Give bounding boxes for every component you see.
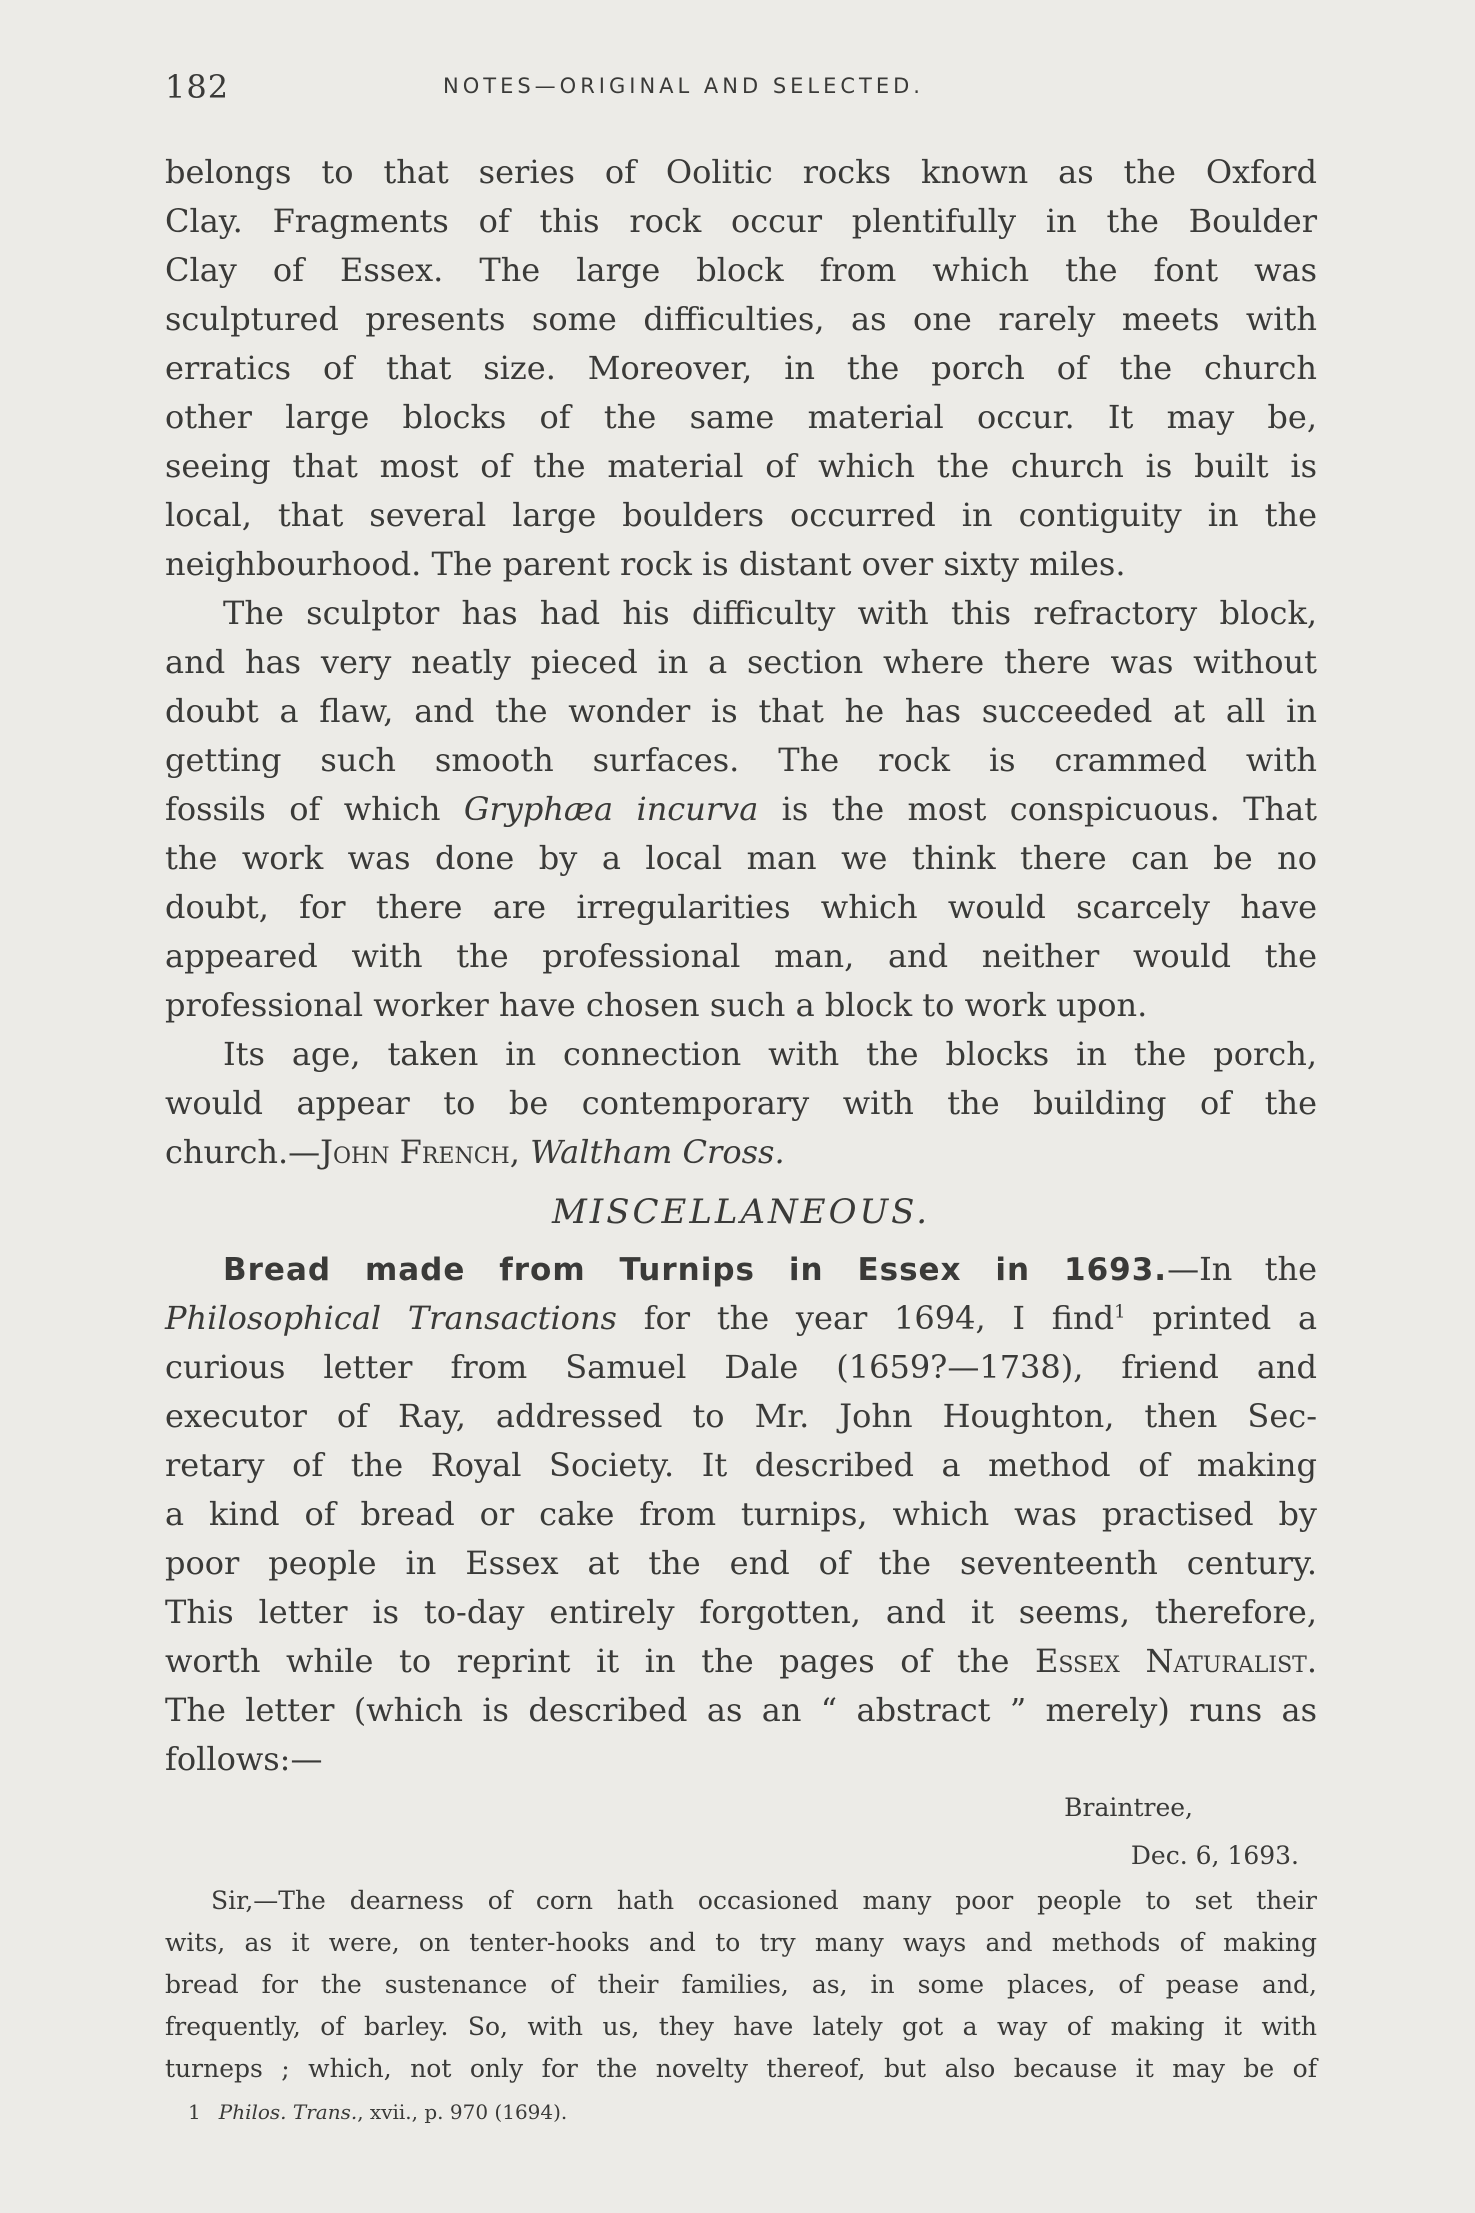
page-number: 182 <box>165 68 230 106</box>
text-line: appeared with the professional man, and neither would the <box>165 937 1317 975</box>
text-line: getting such smooth surfaces. The rock is crammed with <box>165 741 1317 779</box>
letter-line: wits, as it were, on tenter-hooks and to try many ways and methods of making <box>165 1928 1317 1957</box>
footnote-source: Philos. Trans. <box>218 2100 358 2124</box>
text-line: a kind of bread or cake from turnips, which was practised by <box>165 1495 1317 1533</box>
text-line: would appear to be contemporary with the building of the <box>165 1084 1317 1122</box>
text-line: The sculptor has had his difficulty with this refractory block, <box>223 594 1317 632</box>
author-name: John French <box>320 1133 510 1171</box>
footnote-reference: 1 <box>1114 1301 1126 1323</box>
text-run: church.— <box>165 1133 321 1171</box>
text-line: other large blocks of the same material occur. It may be, <box>165 398 1317 436</box>
journal-title: Philosophical Transactions <box>165 1299 617 1337</box>
text-line <box>165 785 1317 834</box>
running-title: NOTES—ORIGINAL AND SELECTED. <box>443 74 924 98</box>
footnote-mark: 1 <box>188 2100 201 2124</box>
article-turnip-bread <box>165 1245 1317 1784</box>
quoted-letter <box>165 1784 1317 2090</box>
text-line: Its age, taken in connection with the blocks in the porch, <box>223 1035 1317 1073</box>
text-line: doubt a flaw, and the wonder is that he has succeeded at all in <box>165 692 1317 730</box>
text-line <box>165 1245 1317 1294</box>
text-line: belongs to that series of Oolitic rocks known as the Oxford <box>165 153 1317 191</box>
text-line: doubt, for there are irregularities which would scarcely have <box>165 888 1317 926</box>
text-line: neighbourhood. The parent rock is distant over sixty miles. <box>165 545 1126 583</box>
text-line: follows:— <box>165 1740 323 1778</box>
text-run: fossils of which <box>165 790 464 828</box>
section-heading: MISCELLANEOUS. <box>551 1192 931 1232</box>
text-run: for the year 1694, I find <box>616 1299 1115 1337</box>
text-run: worth while to reprint it in the pages of the <box>165 1642 1035 1680</box>
text-run: —In the <box>1167 1250 1318 1288</box>
text-line: sculptured presents some difficulties, as one rarely meets with <box>165 300 1317 338</box>
text-run: is the most conspicuous. That <box>758 790 1318 828</box>
letter-line: frequently, of barley. So, with us, they have lately got a way of making it with <box>165 2012 1317 2041</box>
text-line: The letter (which is described as an “ abstract ” merely) runs as <box>165 1691 1317 1729</box>
text-line: local, that several large boulders occurred in contiguity in the <box>165 496 1317 534</box>
letter-line: bread for the sustenance of their families, as, in some places, of pease and, <box>165 1970 1317 1999</box>
letter-date: Dec. 6, 1693. <box>1130 1841 1299 1870</box>
text-line: executor of Ray, addressed to Mr. John Houghton, then Sec- <box>165 1397 1317 1435</box>
paragraph-font-rock <box>165 148 1317 589</box>
running-head <box>165 68 1317 108</box>
footnote <box>165 2092 1317 2132</box>
text-line <box>165 1637 1317 1686</box>
article-heading: Bread made from Turnips in Essex in 1693. <box>223 1252 1168 1288</box>
body-text <box>165 148 1317 2132</box>
species-name: Gryphæa incurva <box>463 790 759 828</box>
paragraph-age <box>165 1030 1317 1177</box>
text-line: retary of the Royal Society. It described a method of making <box>165 1446 1317 1484</box>
text-line: and has very neatly pieced in a section where there was without <box>165 643 1317 681</box>
text-line: erratics of that size. Moreover, in the porch of the church <box>165 349 1317 387</box>
text-line: curious letter from Samuel Dale (1659?—1738), friend and <box>165 1348 1317 1386</box>
paragraph-sculptor <box>165 589 1317 1030</box>
text-line: This letter is to-day entirely forgotten, and it seems, therefore, <box>165 1593 1317 1631</box>
journal-name: Essex Naturalist. <box>1035 1642 1318 1680</box>
letter-place: Braintree, <box>1064 1793 1193 1822</box>
text-line: seeing that most of the material of which the church is built is <box>165 447 1317 485</box>
author-place: Waltham Cross. <box>530 1133 785 1171</box>
text-run: , <box>509 1133 531 1171</box>
text-run: printed a <box>1125 1299 1318 1337</box>
signature-line <box>165 1128 1317 1177</box>
text-line <box>165 1294 1317 1343</box>
text-line: professional worker have chosen such a block to work upon. <box>165 986 1148 1024</box>
footnote-citation: , xvii., p. 970 (1694). <box>357 2100 568 2124</box>
letter-line: Sir,—The dearness of corn hath occasioned many poor people to set their <box>211 1886 1317 1915</box>
text-line: the work was done by a local man we think there can be no <box>165 839 1317 877</box>
text-line: Clay of Essex. The large block from which the font was <box>165 251 1317 289</box>
text-line: Clay. Fragments of this rock occur plentifully in the Boulder <box>165 202 1317 240</box>
letter-line: turneps ; which, not only for the novelty thereof, but also because it may be of <box>165 2054 1317 2083</box>
text-line: poor people in Essex at the end of the seventeenth century. <box>165 1544 1317 1582</box>
